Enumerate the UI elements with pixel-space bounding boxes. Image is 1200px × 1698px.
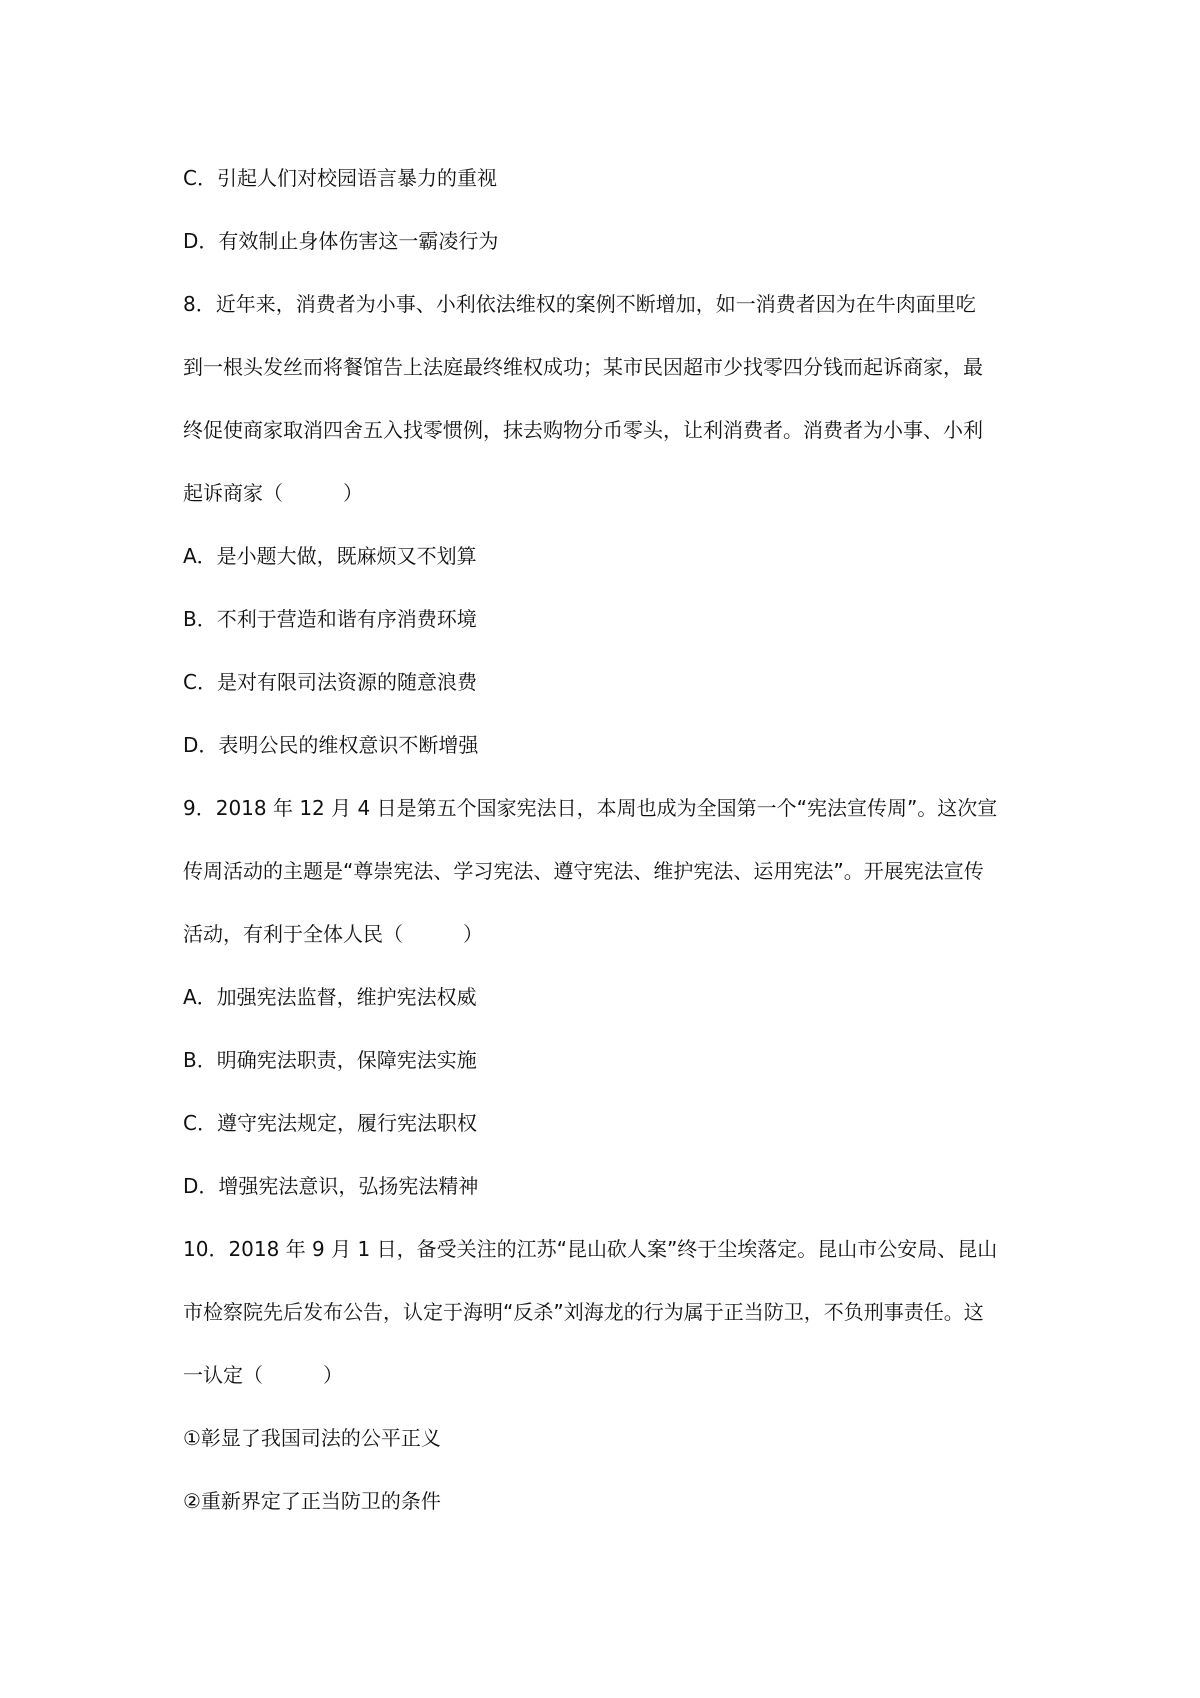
q10-statement-1: ①彰显了我国司法的公平正义: [183, 1426, 441, 1450]
q8-option-d: D．表明公民的维权意识不断增强: [183, 733, 479, 757]
q8-stem-line-3: 终促使商家取消四舍五入找零惯例，抹去购物分币零头，让利消费者。消费者为小事、小利: [183, 418, 983, 442]
q9-option-b: B．明确宪法职责，保障宪法实施: [183, 1048, 477, 1072]
q10-stem-line-2: 市检察院先后发布公告，认定于海明“反杀”刘海龙的行为属于正当防卫，不负刑事责任。这: [183, 1300, 984, 1324]
q7-option-d: D．有效制止身体伤害这一霸凌行为: [183, 229, 499, 253]
q9-option-a: A．加强宪法监督，维护宪法权威: [183, 985, 477, 1009]
q8-option-a: A．是小题大做，既麻烦又不划算: [183, 544, 477, 568]
q8-option-c: C．是对有限司法资源的随意浪费: [183, 670, 477, 694]
q8-stem-line-2: 到一根头发丝而将餐馆告上法庭最终维权成功；某市民因超市少找零四分钱而起诉商家，最: [183, 355, 983, 379]
q9-stem-line-2: 传周活动的主题是“尊崇宪法、学习宪法、遵守宪法、维护宪法、运用宪法”。开展宪法宣传: [183, 859, 984, 883]
q9-option-c: C．遵守宪法规定，履行宪法职权: [183, 1111, 477, 1135]
q7-option-c: C．引起人们对校园语言暴力的重视: [183, 166, 497, 190]
q10-statement-2: ②重新界定了正当防卫的条件: [183, 1489, 441, 1513]
q8-option-b: B．不利于营造和谐有序消费环境: [183, 607, 477, 631]
q10-stem-line-1: 10．2018 年 9 月 1 日，备受关注的江苏“昆山砍人案”终于尘埃落定。昆山市公安局、昆山: [183, 1237, 998, 1261]
q8-stem-line-1: 8．近年来，消费者为小事、小利依法维权的案例不断增加，如一消费者因为在牛肉面里吃: [183, 292, 976, 316]
q9-stem-line-3: 活动，有利于全体人民（ ）: [183, 922, 483, 946]
q10-stem-line-3: 一认定（ ）: [183, 1363, 343, 1387]
q8-stem-line-4: 起诉商家（ ）: [183, 481, 363, 505]
q9-stem-line-1: 9．2018 年 12 月 4 日是第五个国家宪法日，本周也成为全国第一个“宪法宣传周”。这次宣: [183, 796, 998, 820]
q9-option-d: D．增强宪法意识，弘扬宪法精神: [183, 1174, 479, 1198]
